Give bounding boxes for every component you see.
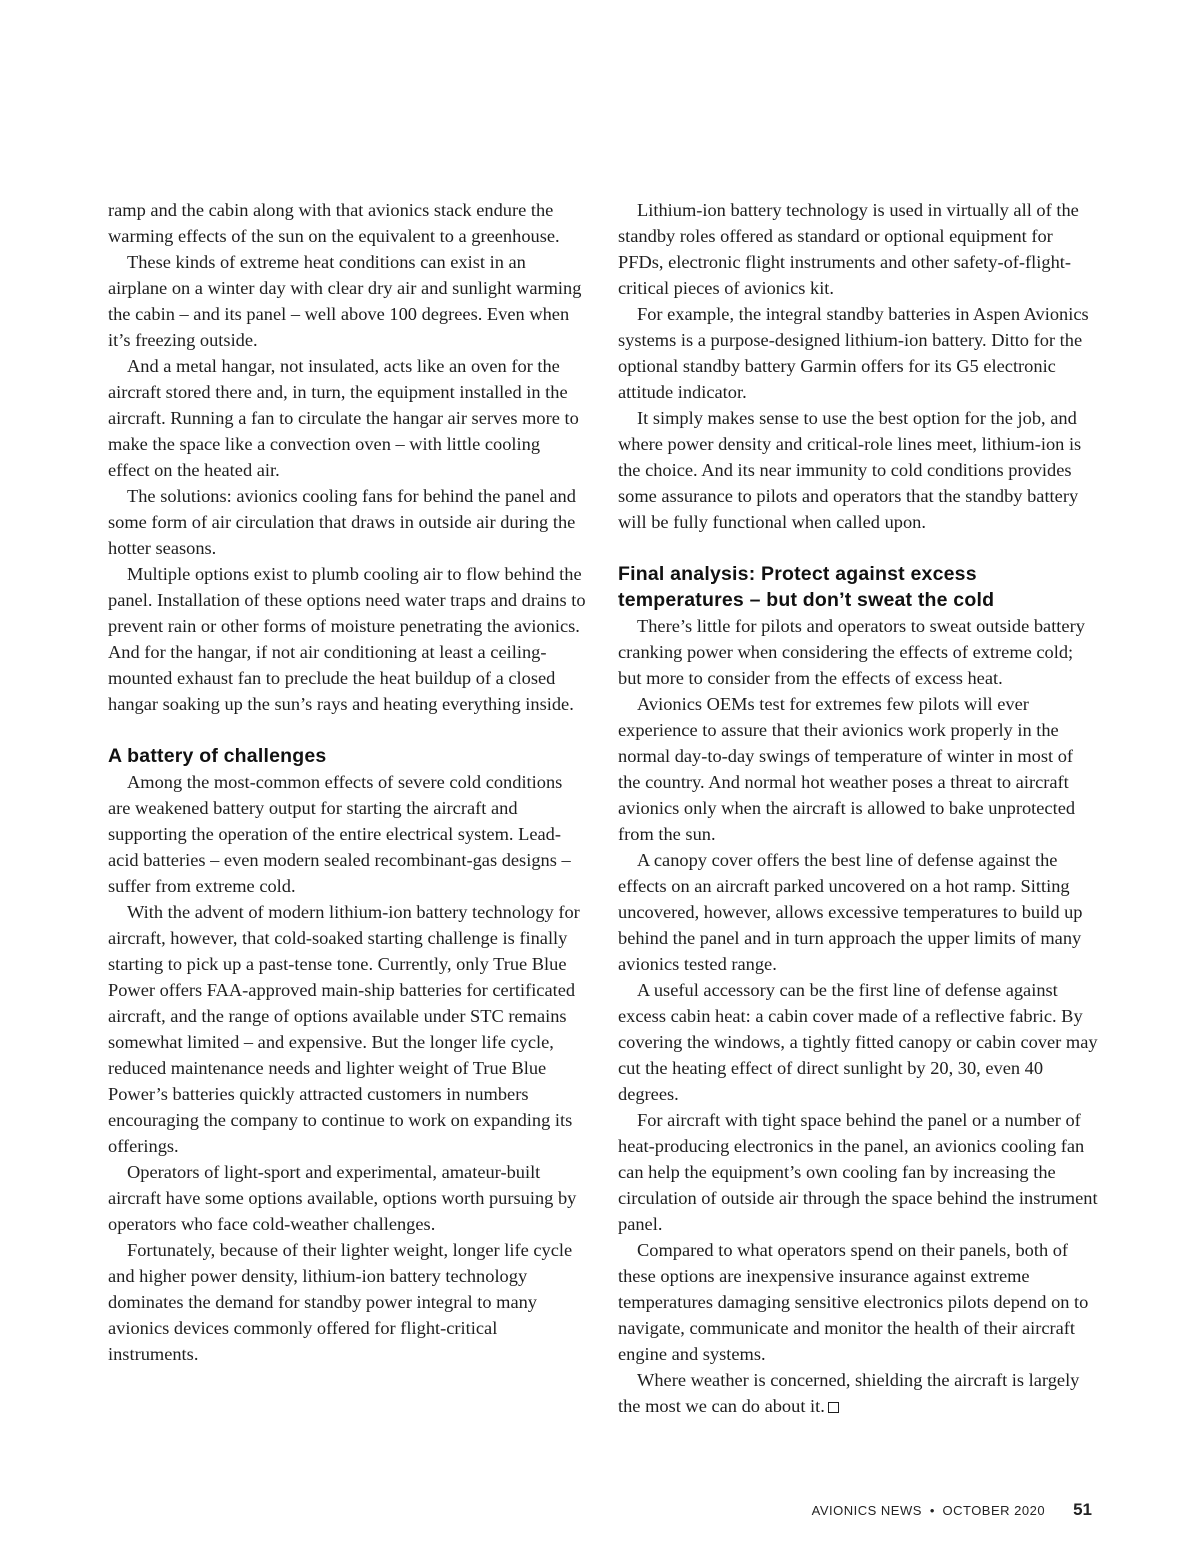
paragraph: Compared to what operators spend on their panels, both of these options are inexpensive insurance against extreme temperatures damaging sensitive electronics pilots depend on to navigate, communicate and monitor the health of their aircraft engine and systems.: [618, 1240, 1089, 1364]
section-heading: [618, 561, 1098, 613]
page-footer: [812, 1500, 1092, 1520]
section-heading-line: temperatures – but don’t sweat the cold: [618, 589, 995, 611]
section-heading-line: Final analysis: Protect against excess: [618, 563, 977, 585]
paragraph: [618, 1367, 1098, 1419]
left-column: [108, 197, 586, 1367]
publication-name: AVIONICS NEWS: [811, 1503, 922, 1518]
right-column: [618, 197, 1098, 1419]
paragraph: A canopy cover offers the best line of defense against the effects on an aircraft parked uncovered on a hot ramp. Sitting uncovered, however, allows excessive temperatures to build up behind the panel and in turn approach the upper limits of many avionics tested range.: [618, 850, 1083, 974]
paragraph: For aircraft with tight space behind the panel or a number of heat-producing electronics in the panel, an avionics cooling fan can help the equipment’s own cooling fan by increasing the circulation of outside air through the space behind the instrument panel.: [618, 1110, 1098, 1234]
paragraph: ramp and the cabin along with that avionics stack endure the warming effects of the sun on the equivalent to a greenhouse.: [108, 200, 560, 246]
paragraph: There’s little for pilots and operators to sweat outside battery cranking power when considering the effects of extreme cold; but more to consider from the effects of excess heat.: [618, 616, 1085, 688]
paragraph: It simply makes sense to use the best option for the job, and where power density and critical-role lines meet, lithium-ion is the choice. And its near immunity to cold conditions provides some assurance to pilots and operators that the standby battery will be fully functional when called upon.: [618, 408, 1082, 532]
paragraph: The solutions: avionics cooling fans for behind the panel and some form of air circulation that draws in outside air during the hotter seasons.: [108, 486, 576, 558]
closing-sentence: Where weather is concerned, shielding the aircraft is largely the most we can do about it.: [618, 1370, 1080, 1416]
page-number: 51: [1073, 1500, 1092, 1519]
paragraph: For example, the integral standby batteries in Aspen Avionics systems is a purpose-designed lithium-ion battery. Ditto for the optional standby battery Garmin offers for its G5 electronic attitude indicator.: [618, 304, 1089, 402]
paragraph: A useful accessory can be the first line of defense against excess cabin heat: a cabin cover made of a reflective fabric. By covering the windows, a tightly fitted canopy or cabin cover may cut the heating effect of direct sunlight by 20, 30, even 40 degrees.: [618, 980, 1098, 1104]
footer-separator: •: [929, 1503, 935, 1518]
paragraph: Among the most-common effects of severe cold conditions are weakened battery output for starting the aircraft and supporting the operation of the entire electrical system. Lead-acid batteries – even modern sealed recombinant-gas designs – suffer from extreme cold.: [108, 772, 571, 896]
paragraph: And a metal hangar, not insulated, acts like an oven for the aircraft stored there and, in turn, the equipment installed in the aircraft. Running a fan to circulate the hangar air serves more to make the space like a convection oven – with little cooling effect on the heated air.: [108, 356, 579, 480]
end-of-article-box-icon: [828, 1402, 839, 1413]
section-spacer: [618, 535, 1098, 561]
section-spacer: [108, 717, 586, 743]
paragraph: Fortunately, because of their lighter weight, longer life cycle and higher power density, lithium-ion battery technology dominates the demand for standby power integral to many avionics devices commonly offered for flight-critical instruments.: [108, 1240, 573, 1364]
paragraph: Operators of light-sport and experimental, amateur-built aircraft have some options available, options worth pursuing by operators who face cold-weather challenges.: [108, 1162, 577, 1234]
issue-date: OCTOBER 2020: [942, 1503, 1046, 1518]
paragraph: With the advent of modern lithium-ion battery technology for aircraft, however, that cold-soaked starting challenge is finally starting to pick up a past-tense tone. Currently, only True Blue Power offers FAA-approved main-ship batteries for certificated aircraft, and the range of options available under STC remains somewhat limited – and expensive. But the longer life cycle, reduced maintenance needs and lighter weight of True Blue Power’s batteries quickly attracted customers in numbers encouraging the company to continue to work on expanding its offerings.: [108, 902, 580, 1156]
paragraph: Lithium-ion battery technology is used in virtually all of the standby roles offered as standard or optional equipment for PFDs, electronic flight instruments and other safety-of-flight-critical pieces of avionics kit.: [618, 200, 1079, 298]
section-heading: A battery of challenges: [108, 745, 327, 767]
paragraph: These kinds of extreme heat conditions can exist in an airplane on a winter day with clear dry air and sunlight warming the cabin – and its panel – well above 100 degrees. Even when it’s freezing outside.: [108, 252, 582, 350]
paragraph: Avionics OEMs test for extremes few pilots will ever experience to assure that their avionics work properly in the normal day-to-day swings of temperature of winter in most of the country. And normal hot weather poses a threat to aircraft avionics only when the aircraft is allowed to bake unprotected from the sun.: [618, 694, 1076, 844]
paragraph: Multiple options exist to plumb cooling air to flow behind the panel. Installation of these options need water traps and drains to prevent rain or other forms of moisture penetrating the avionics. And for the hangar, if not air conditioning at least a ceiling-mounted exhaust fan to preclude the heat buildup of a closed hangar soaking up the sun’s rays and heating everything inside.: [108, 564, 586, 714]
